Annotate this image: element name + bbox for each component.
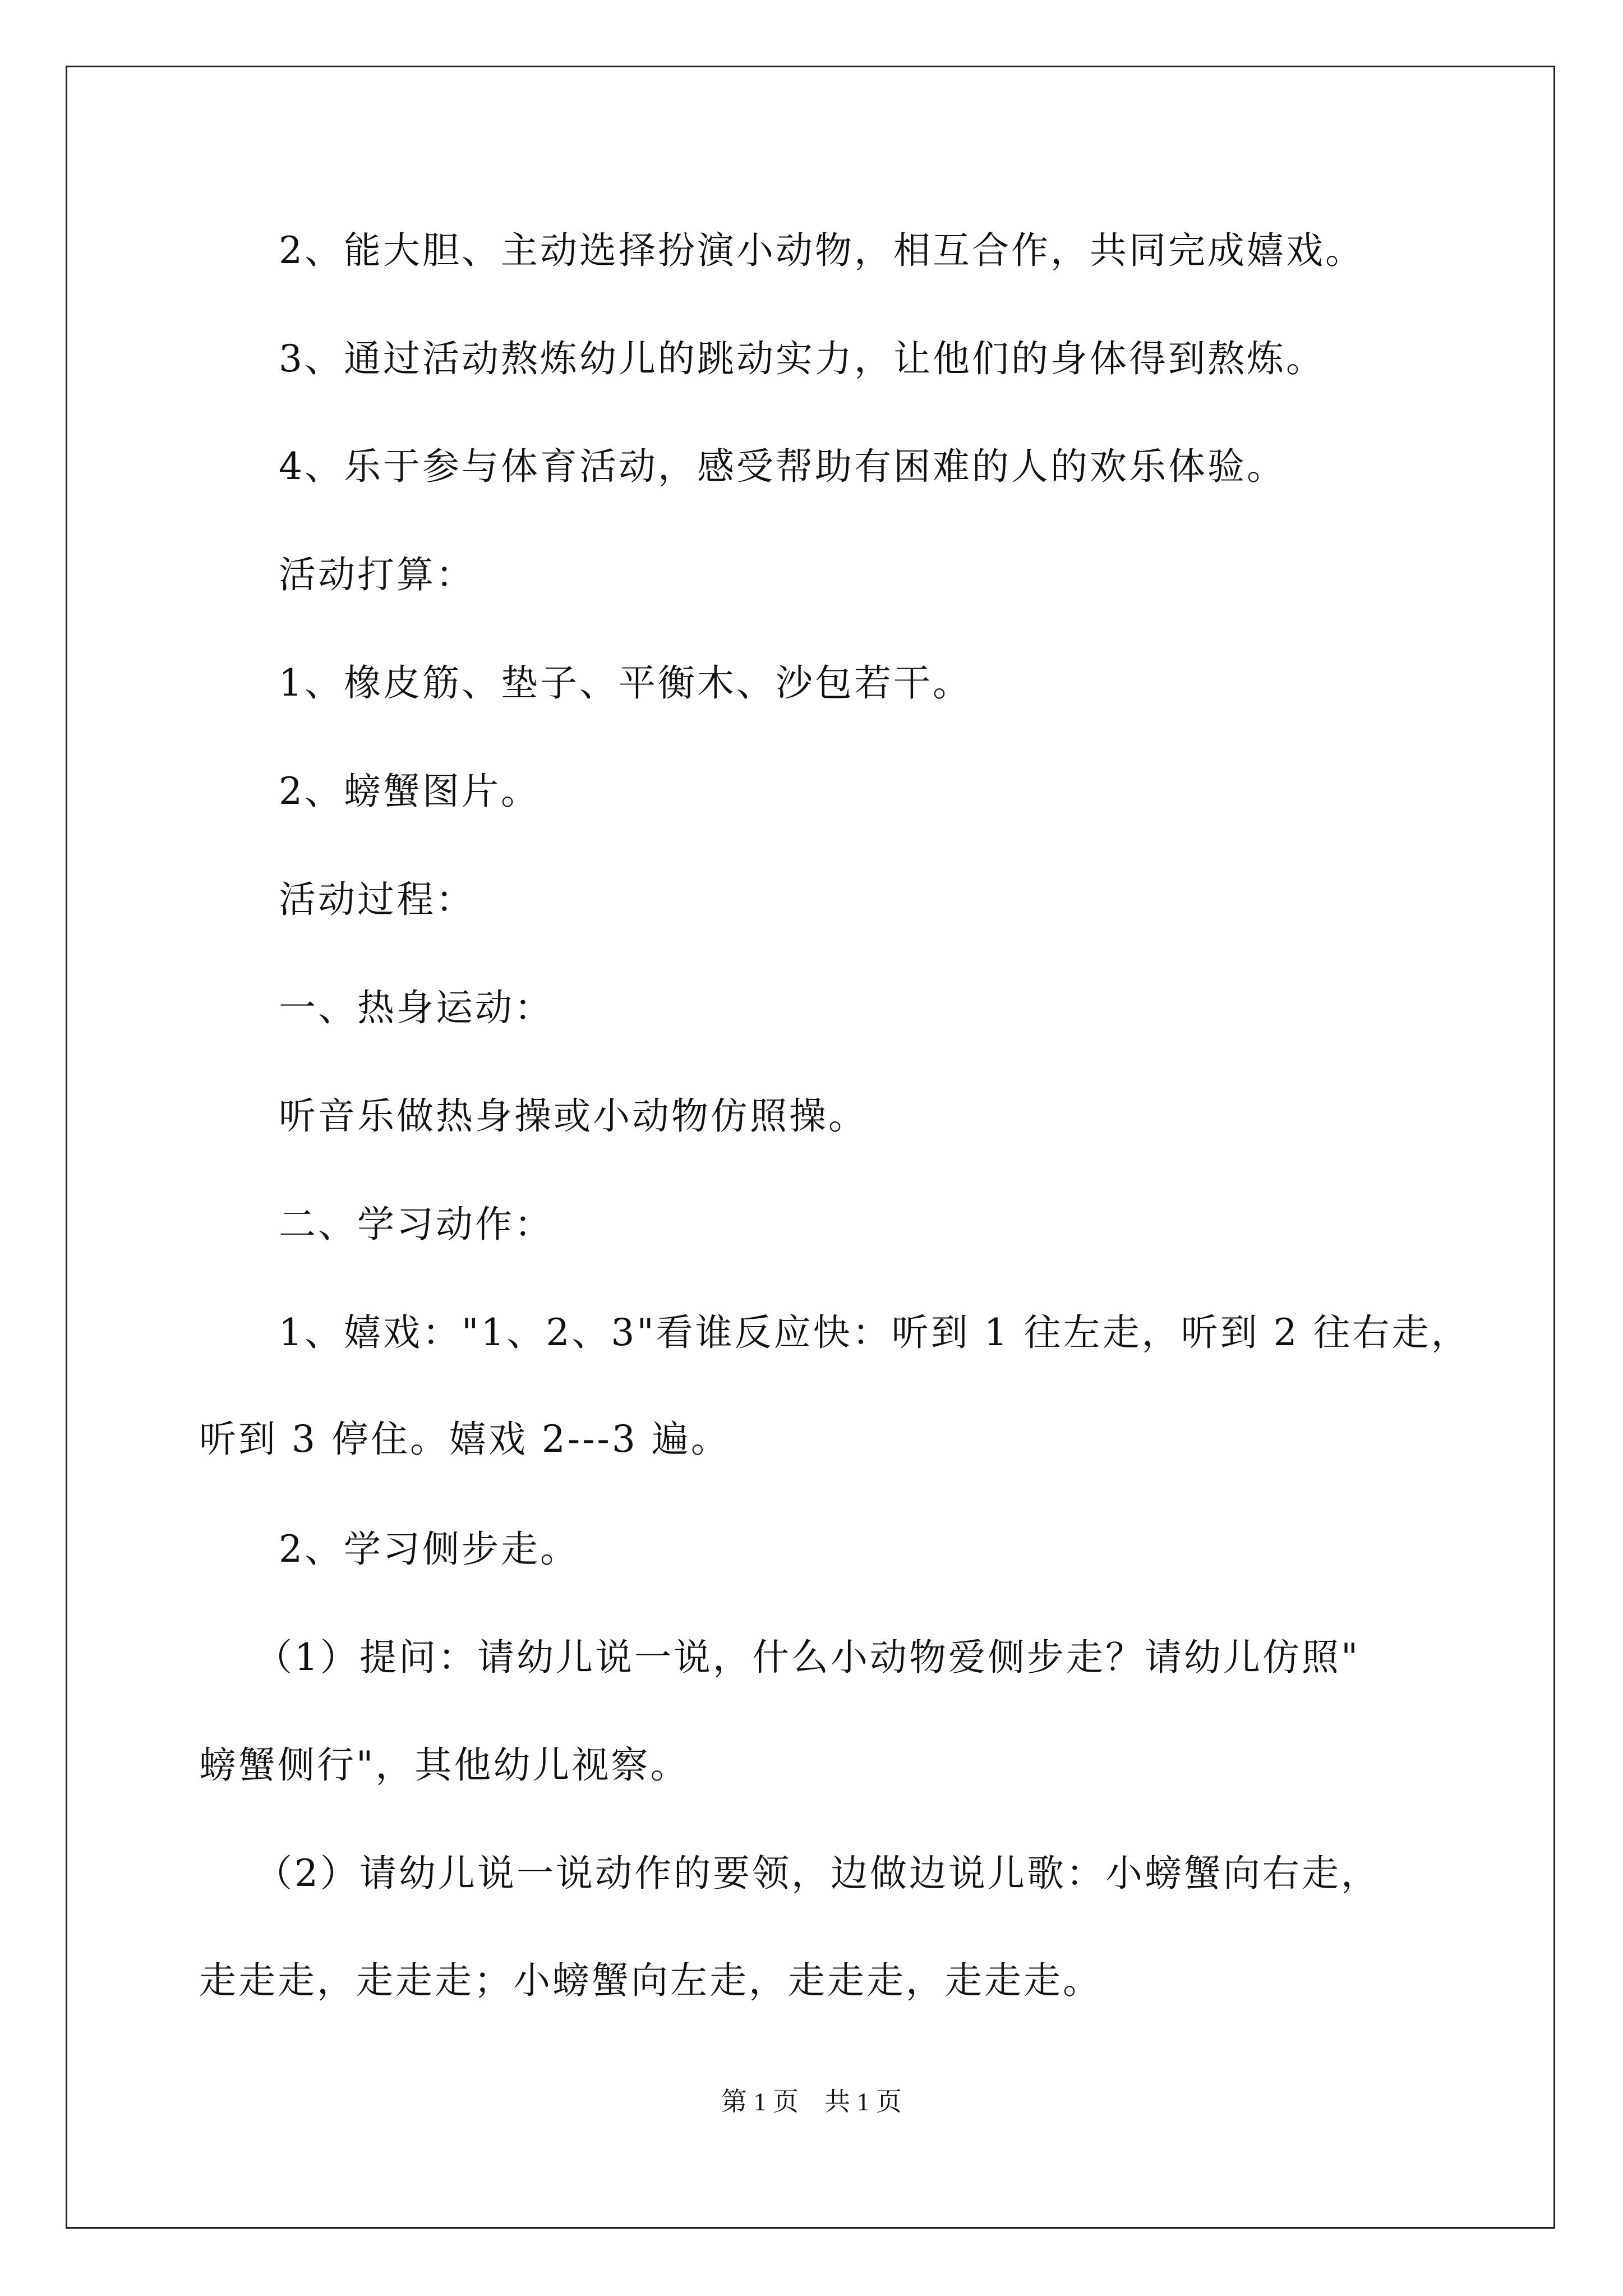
page-footer bbox=[0, 2085, 1623, 2119]
text-line-continuation: 听到 3 停住。嬉戏 2---3 遍。 bbox=[199, 1418, 730, 1461]
text-line: （2）请幼儿说一说动作的要领，边做边说儿歌：小螃蟹向右走， bbox=[255, 1852, 1380, 1895]
text-line: 2、学习侧步走。 bbox=[279, 1527, 579, 1571]
text-line: 4、乐于参与体育活动，感受帮助有困难的人的欢乐体验。 bbox=[279, 445, 1286, 488]
subsection-heading: 一、热身运动： bbox=[279, 986, 554, 1029]
section-heading: 活动过程： bbox=[279, 878, 475, 921]
subsection-heading: 二、学习动作： bbox=[279, 1203, 554, 1246]
text-line: 听音乐做热身操或小动物仿照操。 bbox=[279, 1094, 868, 1138]
text-line: 3、通过活动熬炼幼儿的跳动实力，让他们的身体得到熬炼。 bbox=[279, 337, 1325, 380]
page-number: 第 1 页 bbox=[721, 2087, 799, 2116]
page-total: 共 1 页 bbox=[824, 2087, 902, 2116]
text-line-continuation: 螃蟹侧行"，其他幼儿视察。 bbox=[199, 1743, 690, 1787]
text-line: 2、螃蟹图片。 bbox=[279, 770, 540, 813]
text-line: （1）提问：请幼儿说一说，什么小动物爱侧步走？请幼儿仿照" bbox=[255, 1636, 1361, 1679]
page-border bbox=[66, 66, 1555, 2229]
section-heading: 活动打算： bbox=[279, 553, 475, 596]
text-line-continuation: 走走走，走走走；小螃蟹向左走，走走走，走走走。 bbox=[199, 1959, 1102, 2002]
text-line: 2、能大胆、主动选择扮演小动物，相互合作，共同完成嬉戏。 bbox=[279, 229, 1364, 272]
text-line: 1、嬉戏："1、2、3"看谁反应快：听到 1 往左走，听到 2 往右走， bbox=[279, 1311, 1470, 1354]
text-line: 1、橡皮筋、垫子、平衡木、沙包若干。 bbox=[279, 661, 972, 705]
